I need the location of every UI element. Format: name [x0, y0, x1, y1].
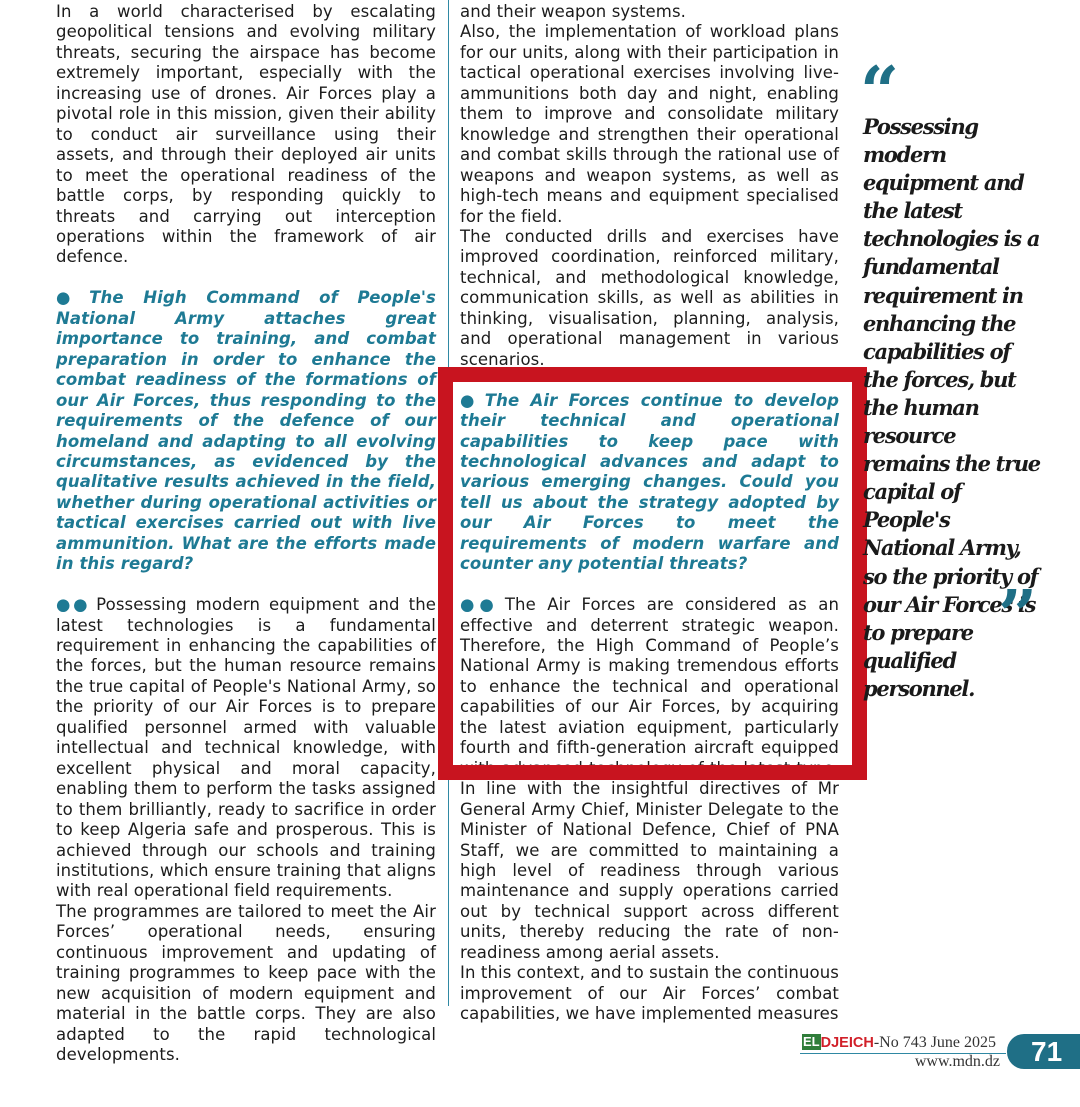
- body-paragraph: The conducted drills and exercises have improved coordination, reinforced military, technical, and methodological knowledge, communication skills, as well as abilities in thinking, visualisation, planning, analysis, and operational management in various scenarios.: [460, 226, 839, 369]
- body-paragraph: In this context, and to sustain the continuous improvement of our Air Forces’ combat capabilities, we have implemented measures: [460, 963, 839, 1024]
- brand-djeich-logo: DJEICH: [820, 1035, 874, 1051]
- answer-text: The Air Forces are considered as an effective and deterrent strategic weapon. Therefore, the High Command of People’s National Army is making tremendous efforts to enhance the technical and operational capabilities of our Air Forces, by acquiring the latest aviation equipment, particularly fourth and fifth-generation aircraft equipped with advanced technology of the latest type. In line with the insightful directives of Mr General Army Chief, Minister Delegate to the Minister of National Defence, Chief of PNA Staff, we are committed to maintaining a high level of readiness through various maintenance and supply operations carried out by technical support across different units, thereby reducing the rate of non-readiness among aerial assets.: [460, 595, 839, 962]
- question-text: The Air Forces continue to develop their technical and operational capabilities to keep pace with technological advances and adapt to various emerging changes. Could you tell us about the strategy adopted by our Air Forces to meet the requirements of modern warfare and counter any potential threats?: [460, 390, 839, 574]
- interview-question: [56, 288, 436, 574]
- question-bullet-icon: ●: [56, 288, 84, 308]
- close-quote-icon: ”: [998, 576, 1038, 656]
- question-bullet-icon: ●: [460, 390, 479, 410]
- body-paragraph: Also, the implementation of workload plans for our units, along with their participation in tactical operational exercises involving live-ammunitions both day and night, enabling them to improve and consolidate military knowledge and strengthen their operational and combat skills through the rational use of weapons and weapon systems, as well as high-tech means and equipment specialised for the field.: [460, 22, 839, 226]
- body-paragraph: and their weapon systems.: [460, 2, 686, 21]
- red-highlight-box: [438, 367, 867, 780]
- pull-quote: Possessing modern equipment and the latest technologies is a fundamental requirement in enhancing the capabilities of the forces, but the human resource remains the true capital of People's National Army, so the priority of our Air Forces is to prepare qualified personnel.: [863, 114, 1040, 701]
- answer-text: Possessing modern equipment and the latest technologies is a fundamental requirement in enhancing the capabilities of the forces, but the human resource remains the true capital of People's National Army, so the priority of our Air Forces is to prepare qualified personnel armed with valuable intellectual and technical knowledge, with excellent physical and moral capacity, enabling them to perform the tasks assigned to them brilliantly, ready to sacrifice in order to keep Algeria safe and prosperous. This is achieved through our schools and training institutions, which ensure training that aligns with real operational field requirements.: [56, 595, 436, 901]
- body-paragraph: The programmes are tailored to meet the Air Forces’ operational needs, ensuring continuous improvement and updating of training programmes to keep pace with the new acquisition of modern equipment and material in the battle corps. They are also adapted to the rapid technological developments.: [56, 901, 436, 1065]
- interview-answer: [56, 595, 436, 902]
- page-number: 71: [1031, 1036, 1063, 1067]
- answer-bullet-icon: ●●: [460, 595, 499, 615]
- open-quote-icon: “: [860, 52, 900, 132]
- website-link[interactable]: www.mdn.dz: [914, 1053, 1000, 1070]
- brand-el-logo: EL: [803, 1034, 820, 1049]
- body-paragraph: In a world characterised by escalating geopolitical tensions and evolving military threats, securing the airspace has become extremely important, especially with the increasing use of drones. Air Forces play a pivotal role in this mission, given their ability to conduct air surveillance using their assets, and through their deployed air units to meet the operational readiness of the battle corps, by responding quickly to threats and carrying out interception operations within the framework of air defence.: [56, 2, 436, 267]
- magazine-brand: [802, 1034, 996, 1052]
- question-text: The High Command of People's National Army attaches great importance to training, and combat preparation in order to enhance the combat readiness of the formations of our Air Forces, thus responding to the requirements of the defence of our homeland and adapting to all evolving circumstances, as evidenced by the qualitative results achieved in the field, whether during operational activities or tactical exercises carried out with live ammunition. What are the efforts made in this regard?: [56, 288, 436, 574]
- article-column-left: [56, 2, 436, 1066]
- issue-info: -No 743 June 2025: [873, 1034, 997, 1051]
- answer-bullet-icon: ●●: [56, 595, 91, 615]
